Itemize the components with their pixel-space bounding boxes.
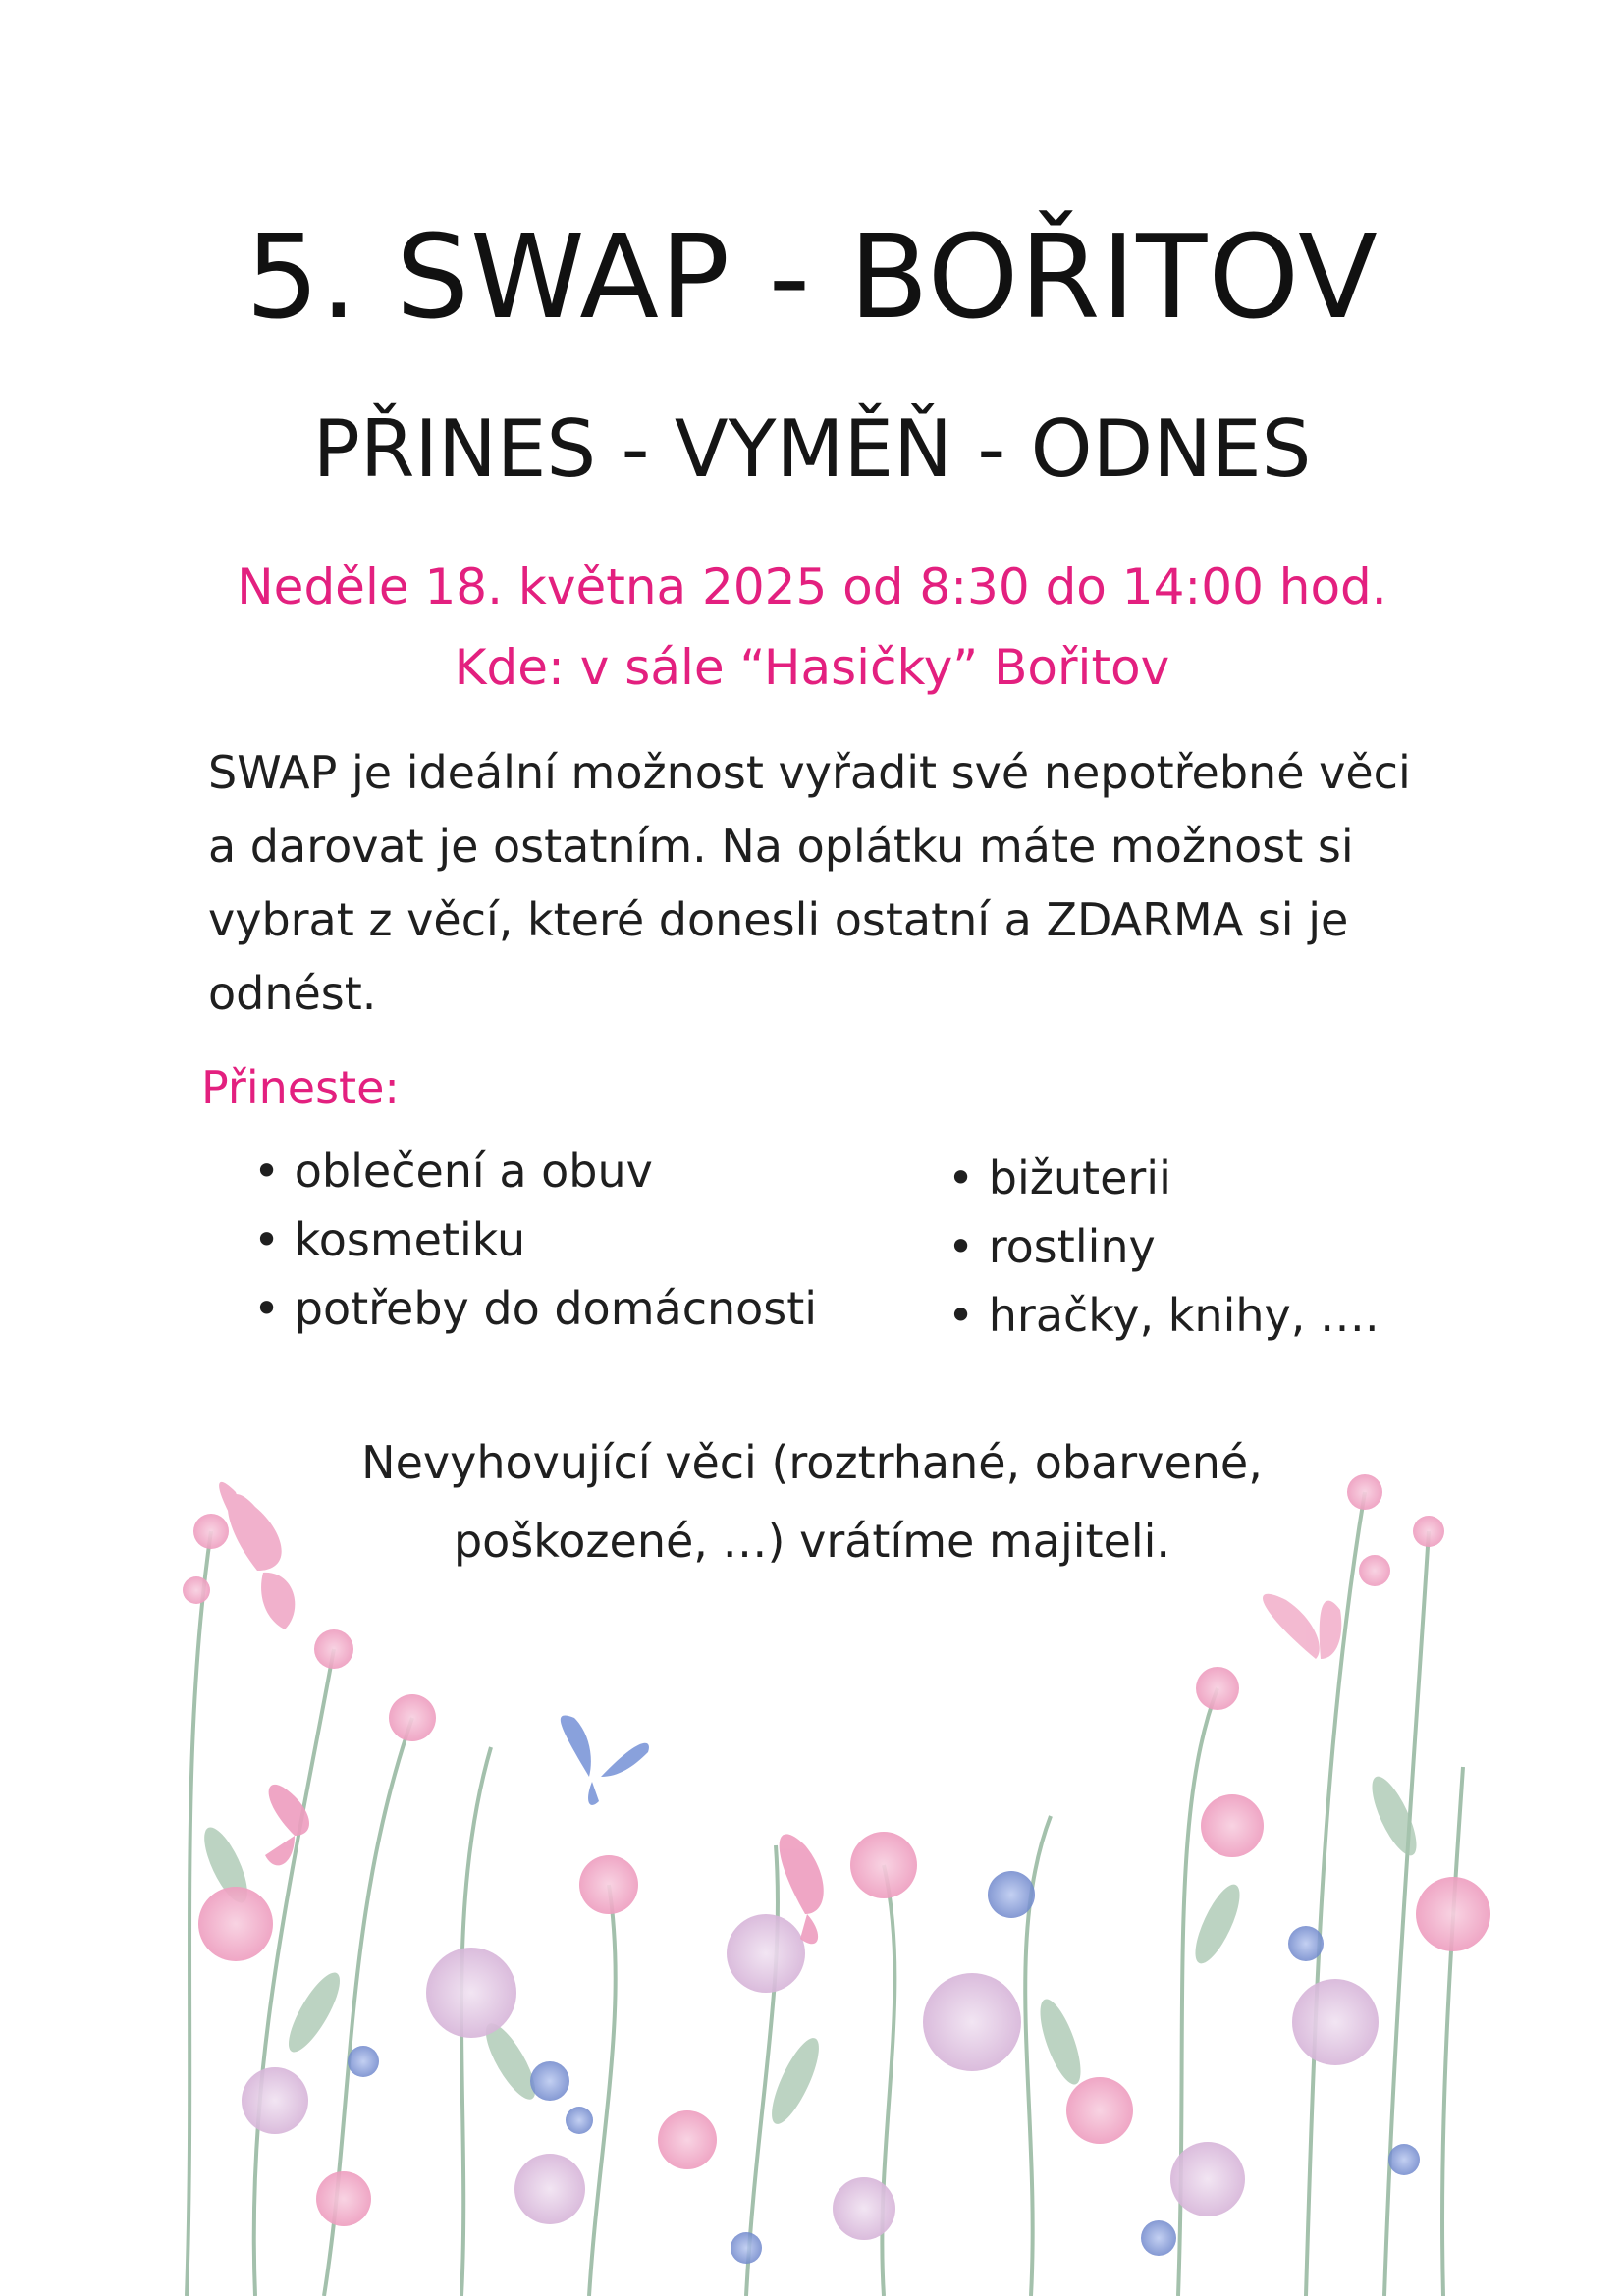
poster-title: 5. SWAP - BOŘITOV	[245, 209, 1379, 345]
poster-subtitle: PŘINES - VYMĚŇ - ODNES	[312, 403, 1312, 495]
list-item: • potřeby do domácnosti	[253, 1274, 817, 1343]
butterfly-pink-mid	[265, 1785, 824, 1944]
return-note	[0, 1423, 1624, 1580]
list-item: • rostliny	[947, 1212, 1380, 1281]
list-item: • bižuterii	[947, 1144, 1380, 1212]
event-date: Neděle 18. května 2025 od 8:30 do 14:00 hod.	[237, 559, 1387, 615]
bring-list-right	[947, 1144, 1380, 1350]
butterfly-blue	[561, 1716, 649, 1805]
list-item: • kosmetiku	[253, 1205, 817, 1274]
bring-list-left	[253, 1137, 817, 1343]
butterfly-pink-right	[1263, 1594, 1341, 1659]
list-item: • oblečení a obuv	[253, 1137, 817, 1205]
list-item: • hračky, knihy, ….	[947, 1281, 1380, 1350]
event-place: Kde: v sále “Hasičky” Bořitov	[454, 639, 1170, 696]
intro-paragraph: SWAP je ideální možnost vyřadit své nepotřebné věci a darovat je ostatním. Na oplátku máte možnost si vybrat z věcí, které donesli ostatní a ZDARMA si je odnést.	[208, 746, 1411, 1020]
note-line-1: Nevyhovující věci (roztrhané, obarvené,	[361, 1436, 1263, 1489]
pink-flowers	[183, 1474, 1490, 2226]
bring-heading: Přineste:	[201, 1061, 400, 1114]
note-line-2: poškozené, …) vrátíme majiteli.	[453, 1515, 1171, 1568]
